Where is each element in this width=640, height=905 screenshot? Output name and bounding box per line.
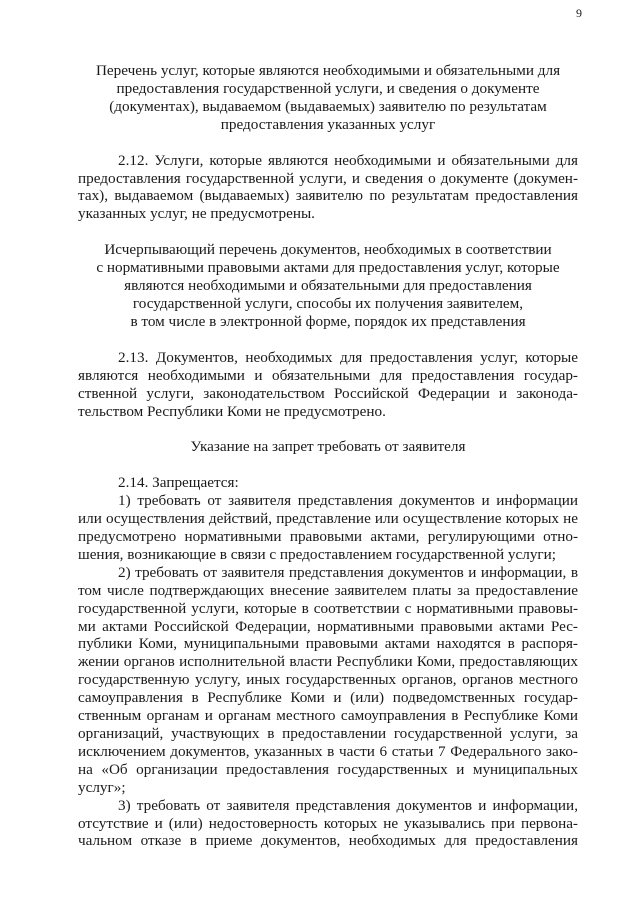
text-line: ственной услуги, законодательством Российской Федерации и законода-	[78, 384, 578, 402]
list-item-1	[78, 492, 578, 564]
text-line: 1) требовать от заявителя представления документов и информации	[118, 492, 578, 510]
section-heading-prohibition	[78, 438, 578, 456]
text-line: предусмотрено нормативными правовыми актами, регулирующими отно-	[78, 528, 578, 546]
text-line: Указание на запрет требовать от заявителя	[190, 438, 466, 456]
text-line: шения, возникающие в связи с предоставлением государственной услуги;	[78, 545, 556, 563]
paragraph-2-12	[78, 152, 578, 224]
document-body	[78, 62, 578, 850]
text-line: 3) требовать от заявителя представления документов и информации,	[118, 796, 578, 814]
text-line: жении органов исполнительной власти Республики Коми, предоставляющих	[78, 653, 578, 671]
text-line: указанных услуг, не предусмотрены.	[78, 205, 315, 223]
text-line: в том числе в электронной форме, порядок их представления	[130, 312, 526, 330]
text-line: Перечень услуг, которые являются необходимыми и обязательными для	[95, 62, 561, 79]
text-line: государственную услугу, иных государственных органов, органов местного	[78, 671, 578, 689]
text-line: являются необходимыми и обязательными для предоставления	[124, 277, 532, 295]
text-line: государственной услуги, способы их получения заявителем,	[132, 294, 524, 312]
section-heading-services-list	[78, 62, 578, 134]
text-line: тельством Республики Коми не предусмотрено.	[78, 402, 386, 420]
text-line: на «Об организации предоставления государственных и муниципальных	[78, 760, 578, 778]
paragraph-2-14	[78, 474, 578, 492]
text-line: чальном отказе в приеме документов, необходимых для предоставления	[78, 832, 578, 850]
text-line: том числе подтверждающих внесение заявителем платы за предоставление	[78, 581, 578, 599]
text-line: публики Коми, муниципальными правовыми актами находятся в распоря-	[78, 635, 578, 653]
page-number: 9	[576, 6, 582, 20]
list-item-2	[78, 564, 578, 797]
text-line: 2) требовать от заявителя представления документов и информации, в	[118, 563, 578, 581]
text-line: 2.13. Документов, необходимых для предоставления услуг, которые	[118, 348, 578, 366]
text-line: исключением документов, указанных в части 6 статьи 7 Федерального зако-	[78, 742, 578, 760]
text-line: с нормативными правовыми актами для предоставления услуг, которые	[96, 259, 560, 277]
text-line: предоставления указанных услуг	[220, 115, 436, 133]
list-item-3	[78, 797, 578, 851]
text-line: (документах), выдаваемом (выдаваемых) заявителю по результатам	[109, 97, 547, 115]
text-line: Исчерпывающий перечень документов, необходимых в соответствии	[104, 241, 552, 259]
paragraph-2-13	[78, 349, 578, 421]
text-line: услуг»;	[78, 778, 126, 796]
text-line: являются необходимыми и обязательными для предоставления государ-	[78, 366, 578, 384]
text-line: организаций, участвующих в предоставлении государственной услуги, за	[78, 725, 578, 742]
text-line: 2.14. Запрещается:	[118, 474, 239, 492]
text-line: или осуществления действий, представление или осуществление которых не	[78, 510, 578, 528]
text-line: ственным органам и органам местного самоуправления в Республике Коми	[78, 707, 578, 725]
text-line: самоуправления в Республике Коми и (или) подведомственных государ-	[78, 689, 578, 707]
text-line: предоставления государственной услуги, и сведения о документе (докумен-	[78, 169, 578, 187]
text-line: государственной услуги, которые в соответствии с нормативными правовы-	[78, 599, 578, 617]
text-line: тах), выдаваемом (выдаваемых) заявителю по результатам предоставления	[78, 187, 578, 205]
text-line: ми актами Российской Федерации, нормативными правовыми актами Рес-	[78, 617, 578, 635]
text-line: 2.12. Услуги, которые являются необходимыми и обязательными для	[118, 151, 578, 169]
section-heading-documents-list	[78, 241, 578, 331]
text-line: предоставления государственной услуги, и сведения о документе	[116, 79, 540, 97]
text-line: отсутствие и (или) недостоверность которых не указывались при первона-	[78, 814, 578, 832]
